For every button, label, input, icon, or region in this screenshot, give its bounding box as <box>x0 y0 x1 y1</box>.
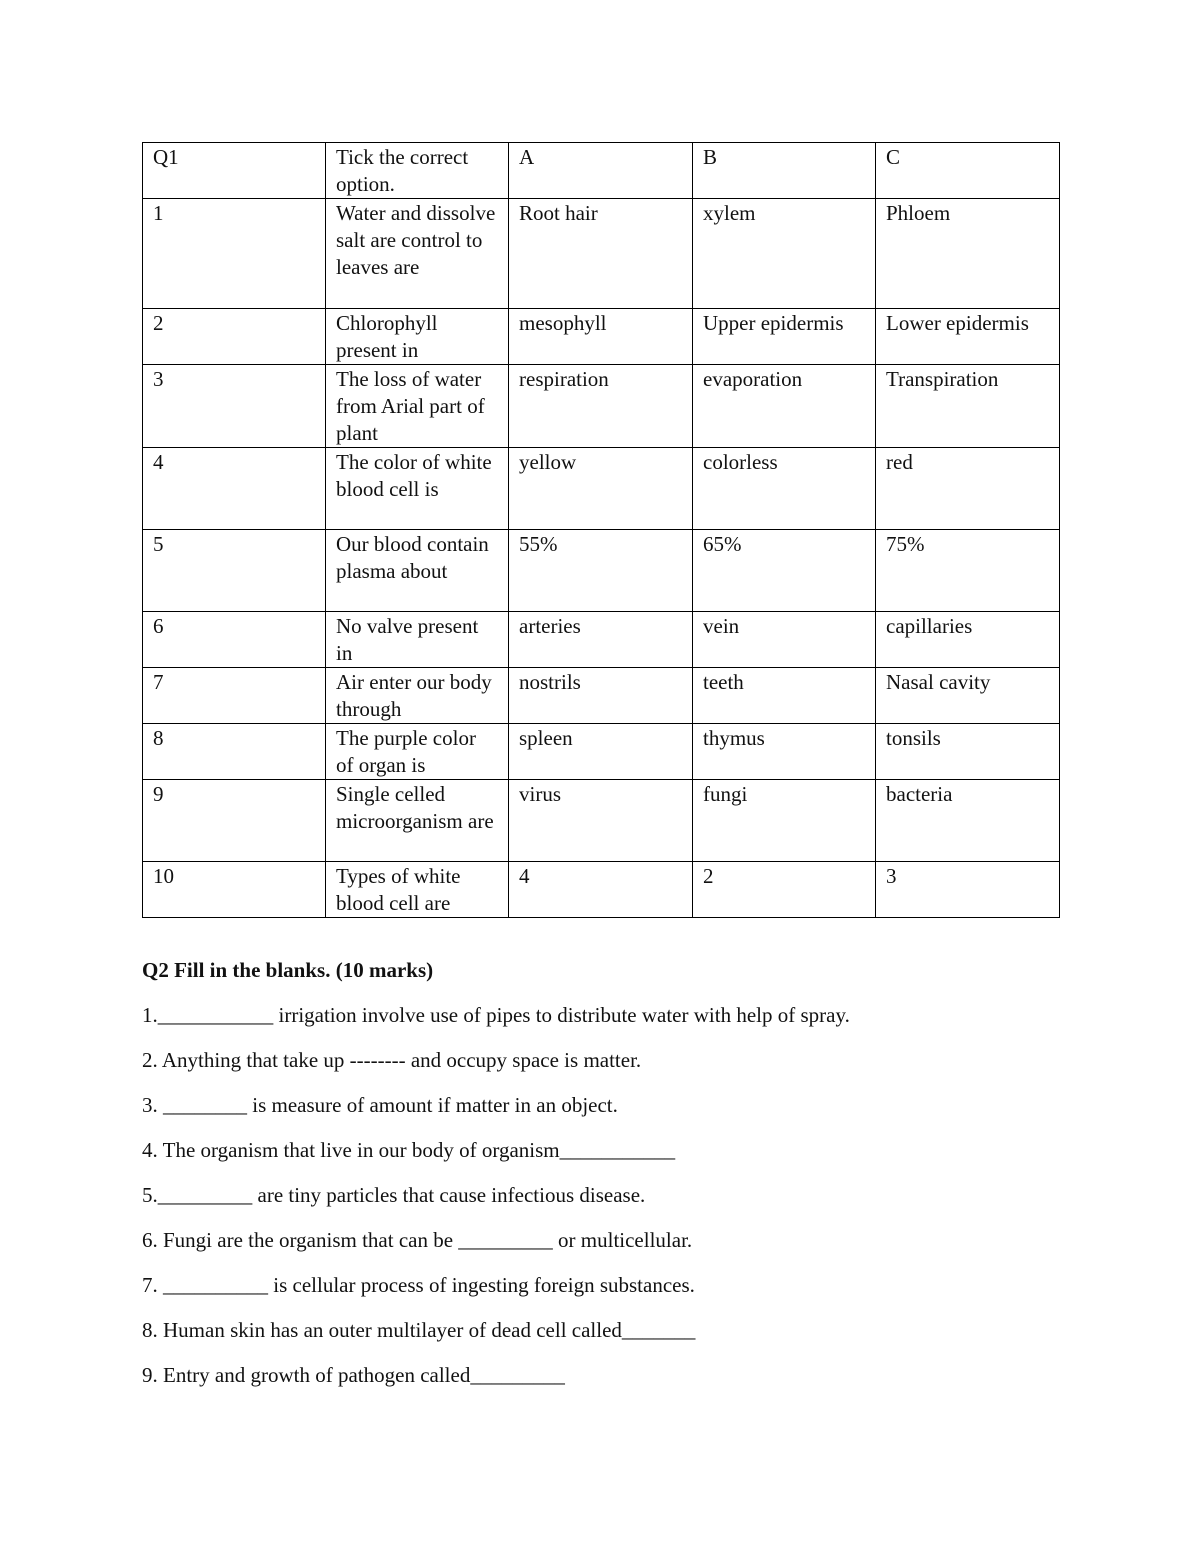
table-row <box>143 448 1060 530</box>
option-b: evaporation <box>693 365 876 448</box>
option-b: 2 <box>693 862 876 918</box>
q1-header-question: Tick the correct option. <box>326 143 509 199</box>
q1-header-row <box>143 143 1060 199</box>
option-b: colorless <box>693 448 876 530</box>
table-row <box>143 199 1060 309</box>
option-b: Upper epidermis <box>693 309 876 365</box>
option-a: nostrils <box>509 668 693 724</box>
option-b: fungi <box>693 780 876 862</box>
question-number: 2 <box>143 309 326 365</box>
option-a: yellow <box>509 448 693 530</box>
option-a: 55% <box>509 530 693 612</box>
question-text: The loss of water from Arial part of plant <box>326 365 509 448</box>
option-c: Lower epidermis <box>876 309 1060 365</box>
question-text: Chlorophyll present in <box>326 309 509 365</box>
question-number: 7 <box>143 668 326 724</box>
table-row <box>143 668 1060 724</box>
list-item: 1.___________ irrigation involve use of pipes to distribute water with help of spray. <box>142 1003 850 1027</box>
option-a: mesophyll <box>509 309 693 365</box>
question-text: Water and dissolve salt are control to leaves are <box>326 199 509 309</box>
list-item: 5._________ are tiny particles that cause infectious disease. <box>142 1183 646 1207</box>
list-item: 8. Human skin has an outer multilayer of dead cell called_______ <box>142 1318 696 1342</box>
table-row <box>143 365 1060 448</box>
option-a: respiration <box>509 365 693 448</box>
question-text: Our blood contain plasma about <box>326 530 509 612</box>
list-item: 2. Anything that take up -------- and occupy space is matter. <box>142 1048 642 1072</box>
option-b: vein <box>693 612 876 668</box>
list-item: 3. ________ is measure of amount if matter in an object. <box>142 1093 618 1117</box>
option-c: 75% <box>876 530 1060 612</box>
option-b: xylem <box>693 199 876 309</box>
question-number: 4 <box>143 448 326 530</box>
question-number: 9 <box>143 780 326 862</box>
q1-header-option-b: B <box>693 143 876 199</box>
question-text: Single celled microorganism are <box>326 780 509 862</box>
list-item: 4. The organism that live in our body of organism___________ <box>142 1138 676 1162</box>
list-item: 7. __________ is cellular process of ingesting foreign substances. <box>142 1273 695 1297</box>
question-text: No valve present in <box>326 612 509 668</box>
question-number: 10 <box>143 862 326 918</box>
q1-table <box>142 142 1060 918</box>
table-row <box>143 612 1060 668</box>
option-c: Nasal cavity <box>876 668 1060 724</box>
q2-section <box>142 955 1059 1405</box>
option-a: virus <box>509 780 693 862</box>
option-c: tonsils <box>876 724 1060 780</box>
question-text: Air enter our body through <box>326 668 509 724</box>
option-a: spleen <box>509 724 693 780</box>
list-item: 9. Entry and growth of pathogen called_________ <box>142 1363 565 1387</box>
option-a: 4 <box>509 862 693 918</box>
option-b: 65% <box>693 530 876 612</box>
question-text: The purple color of organ is <box>326 724 509 780</box>
question-number: 8 <box>143 724 326 780</box>
option-c: bacteria <box>876 780 1060 862</box>
q1-header-number: Q1 <box>143 143 326 199</box>
table-row <box>143 780 1060 862</box>
table-row <box>143 862 1060 918</box>
option-a: arteries <box>509 612 693 668</box>
option-b: thymus <box>693 724 876 780</box>
q1-header-option-c: C <box>876 143 1060 199</box>
list-item: 6. Fungi are the organism that can be _________ or multicellular. <box>142 1228 693 1252</box>
question-text: Types of white blood cell are <box>326 862 509 918</box>
option-c: capillaries <box>876 612 1060 668</box>
option-b: teeth <box>693 668 876 724</box>
option-c: red <box>876 448 1060 530</box>
q1-header-option-a: A <box>509 143 693 199</box>
fill-in-blanks-list <box>142 1000 1059 1405</box>
option-a: Root hair <box>509 199 693 309</box>
question-number: 5 <box>143 530 326 612</box>
option-c: Transpiration <box>876 365 1060 448</box>
question-number: 6 <box>143 612 326 668</box>
question-number: 1 <box>143 199 326 309</box>
option-c: 3 <box>876 862 1060 918</box>
q2-heading: Q2 Fill in the blanks. (10 marks) <box>142 958 434 982</box>
table-row <box>143 724 1060 780</box>
question-text: The color of white blood cell is <box>326 448 509 530</box>
question-number: 3 <box>143 365 326 448</box>
table-row <box>143 530 1060 612</box>
option-c: Phloem <box>876 199 1060 309</box>
table-row <box>143 309 1060 365</box>
